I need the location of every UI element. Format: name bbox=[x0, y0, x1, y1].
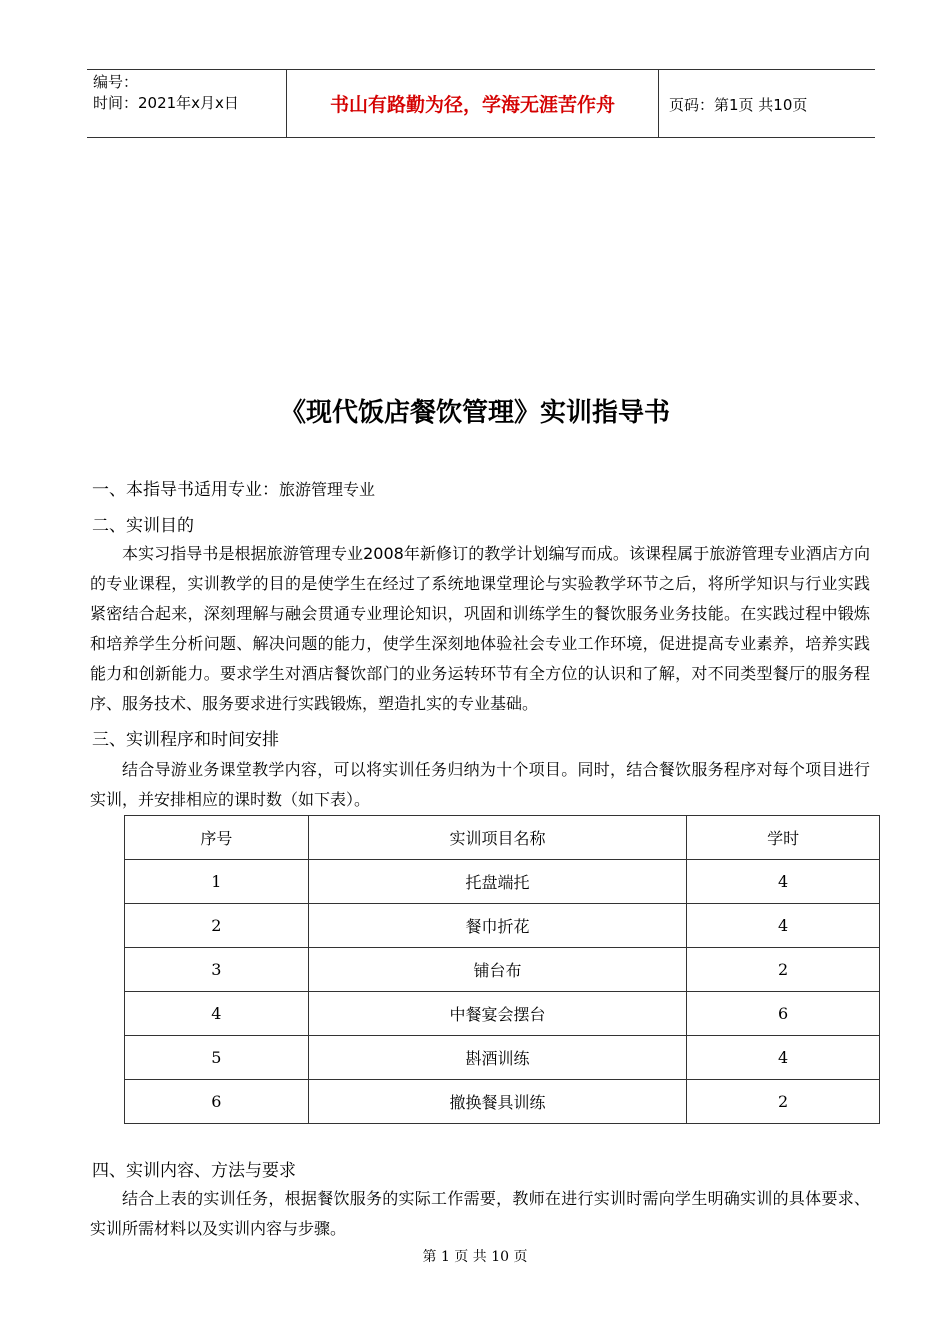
document-title: 《现代饭店餐饮管理》实训指导书 bbox=[279, 398, 670, 428]
table-cell: 5 bbox=[125, 1036, 309, 1080]
table-row bbox=[125, 948, 880, 992]
header-meta bbox=[93, 72, 239, 114]
header-time: 时间：2021年x月x日 bbox=[93, 94, 239, 112]
table-cell: 斟酒训练 bbox=[308, 1036, 686, 1080]
table-cell: 4 bbox=[125, 992, 309, 1036]
section-2-heading: 二、实训目的 bbox=[92, 516, 194, 536]
table-cell: 中餐宴会摆台 bbox=[308, 992, 686, 1036]
page-footer: 第 1 页 共 10 页 bbox=[422, 1249, 528, 1265]
header-number: 编号： bbox=[93, 73, 139, 91]
header-divider bbox=[658, 70, 659, 137]
section-1-label: 一、本指导书适用专业： bbox=[92, 480, 279, 500]
section-2-paragraph: 本实习指导书是根据旅游管理专业2008年新修订的教学计划编写而成。该课程属于旅游管理专业酒店方向的专业课程，实训教学的目的是使学生在经过了系统地课堂理论与实验教学环节之后，将所学知识与行业实践紧密结合起来，深刻理解与融会贯通专业理论知识，巩固和训练学生的餐饮服务业务技能。在实践过程中锻炼和培养学生分析问题、解决问题的能力，使学生深刻地体验社会专业工作环境，促进提高专业素养，培养实践能力和创新能力。要求学生对酒店餐饮部门的业务运转环节有全方位的认识和了解，对不同类型餐厅的服务程序、服务技术、服务要求进行实践锻炼，塑造扎实的专业基础。 bbox=[90, 544, 870, 713]
page-header bbox=[87, 69, 875, 138]
table-cell: 2 bbox=[687, 948, 880, 992]
section-4-paragraph: 结合上表的实训任务，根据餐饮服务的实际工作需要，教师在进行实训时需向学生明确实训的具体要求、实训所需材料以及实训内容与步骤。 bbox=[90, 1189, 870, 1238]
table-row bbox=[125, 1036, 880, 1080]
table-cell: 餐巾折花 bbox=[308, 904, 686, 948]
table-header-cell: 实训项目名称 bbox=[308, 816, 686, 860]
training-schedule-table bbox=[124, 815, 880, 1124]
table-cell: 4 bbox=[687, 860, 880, 904]
table-cell: 1 bbox=[125, 860, 309, 904]
section-3-paragraph: 结合导游业务课堂教学内容，可以将实训任务归纳为十个项目。同时，结合餐饮服务程序对每个项目进行实训，并安排相应的课时数（如下表）。 bbox=[90, 760, 870, 809]
section-3-heading: 三、实训程序和时间安排 bbox=[92, 730, 279, 750]
section-1-value: 旅游管理专业 bbox=[279, 480, 376, 499]
table-cell: 4 bbox=[687, 1036, 880, 1080]
table-header-cell: 学时 bbox=[687, 816, 880, 860]
table-row bbox=[125, 904, 880, 948]
table-cell: 撤换餐具训练 bbox=[308, 1080, 686, 1124]
table-row bbox=[125, 1080, 880, 1124]
table-cell: 托盘端托 bbox=[308, 860, 686, 904]
table-header-row bbox=[125, 816, 880, 860]
section-4-heading: 四、实训内容、方法与要求 bbox=[92, 1161, 296, 1181]
table-cell: 2 bbox=[125, 904, 309, 948]
table-cell: 4 bbox=[687, 904, 880, 948]
header-motto: 书山有路勤为径，学海无涯苦作舟 bbox=[329, 94, 615, 116]
table-cell: 2 bbox=[687, 1080, 880, 1124]
table-row bbox=[125, 992, 880, 1036]
table-cell: 6 bbox=[125, 1080, 309, 1124]
table-header-cell: 序号 bbox=[125, 816, 309, 860]
table-cell: 6 bbox=[687, 992, 880, 1036]
table-cell: 3 bbox=[125, 948, 309, 992]
header-page-number: 页码：第1页 共10页 bbox=[669, 96, 808, 114]
section-1-heading bbox=[92, 475, 375, 500]
table-cell: 铺台布 bbox=[308, 948, 686, 992]
table-row bbox=[125, 860, 880, 904]
